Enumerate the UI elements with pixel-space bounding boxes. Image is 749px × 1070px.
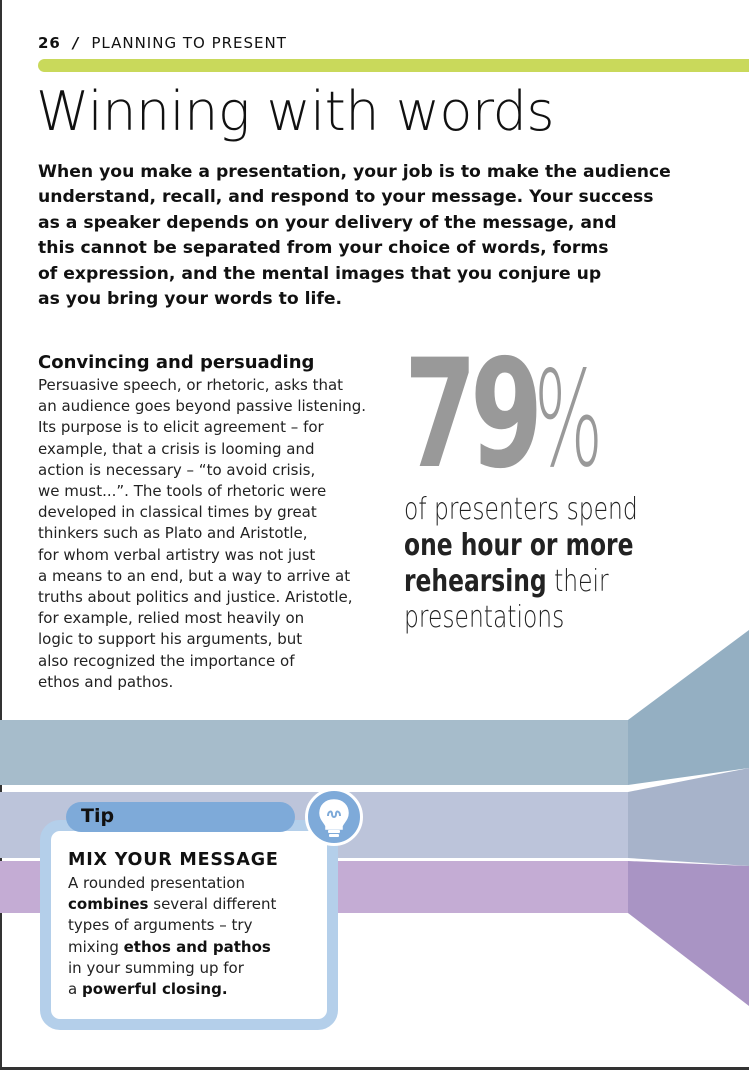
tip-heading: MIX YOUR MESSAGE — [68, 850, 279, 870]
body-line: Persuasive speech, or rhetoric, asks that — [38, 376, 344, 394]
tip-line: types of arguments – try — [68, 916, 253, 935]
section-heading: Convincing and persuading — [38, 352, 315, 373]
body-line: for example, relied most heavily on — [38, 609, 305, 628]
tip-line: in your summing up for — [68, 958, 244, 977]
tip-text — [68, 873, 318, 1000]
body-line: also recognized the importance of — [38, 651, 295, 670]
ribbon-lavender-side — [628, 768, 749, 866]
ribbon-blue-side — [628, 630, 749, 785]
tip-line — [68, 937, 318, 958]
body-line: an audience goes beyond passive listening. — [38, 397, 367, 416]
accent-bar — [38, 59, 749, 72]
body-line: logic to support his arguments, but — [38, 630, 303, 649]
stat-caption — [404, 492, 704, 636]
running-head — [38, 34, 287, 52]
stat-caption-emphasis: rehearsing — [404, 564, 547, 599]
tip-line: A rounded presentation — [68, 874, 246, 892]
tip-emphasis: ethos and pathos — [123, 937, 271, 956]
page-title: Winning with words — [36, 80, 555, 143]
body-line: ethos and pathos. — [38, 672, 174, 691]
stat-figure — [404, 328, 603, 502]
tip-emphasis: powerful closing. — [81, 980, 228, 999]
stat-caption-line: presentations — [404, 600, 565, 635]
stat-caption-line — [404, 564, 638, 600]
tip-emphasis: combines — [68, 895, 149, 914]
intro-line: as a speaker depends on your delivery of the message, and — [38, 212, 617, 233]
body-line: thinkers such as Plato and Aristotle, — [38, 524, 308, 543]
stat-caption-text: their — [546, 564, 609, 599]
body-line: a means to an end, but a way to arrive at — [38, 566, 351, 585]
stat-percent-sign: % — [534, 343, 603, 497]
intro-line: When you make a presentation, your job is to make the audience — [38, 162, 671, 182]
tip-line-text: mixing — [68, 937, 124, 956]
tip-line-text: a — [68, 980, 82, 999]
ribbon-blue — [0, 720, 628, 785]
body-line: action is necessary – “to avoid crisis, — [38, 460, 316, 479]
body-line: truths about politics and justice. Aristotle, — [38, 588, 353, 607]
page-number: 26 — [38, 34, 61, 52]
intro-paragraph — [38, 160, 671, 312]
intro-line: understand, recall, and respond to your message. Your success — [38, 187, 654, 208]
intro-line: as you bring your words to life. — [38, 289, 343, 310]
intro-line: this cannot be separated from your choice of words, forms — [38, 238, 609, 259]
stat-caption-line: of presenters spend — [404, 492, 638, 527]
running-head-separator: / — [72, 34, 80, 52]
tip-label: Tip — [81, 805, 115, 827]
body-line: Its purpose is to elicit agreement – for — [38, 418, 324, 437]
body-line: for whom verbal artistry was not just — [38, 545, 316, 564]
body-line: developed in classical times by great — [38, 503, 317, 522]
intro-line: of expression, and the mental images that you conjure up — [38, 263, 602, 284]
ribbon-purple-side — [628, 861, 749, 1006]
tip-line-text: several different — [148, 895, 277, 914]
lightbulb-icon — [305, 788, 363, 846]
section-name: PLANNING TO PRESENT — [91, 34, 287, 52]
stat-caption-line: one hour or more — [404, 528, 634, 563]
tip-line — [68, 979, 318, 1000]
body-line: example, that a crisis is looming and — [38, 439, 315, 458]
stat-number: 79 — [404, 328, 537, 502]
body-line: we must...”. The tools of rhetoric were — [38, 482, 327, 501]
tip-line — [68, 894, 318, 915]
